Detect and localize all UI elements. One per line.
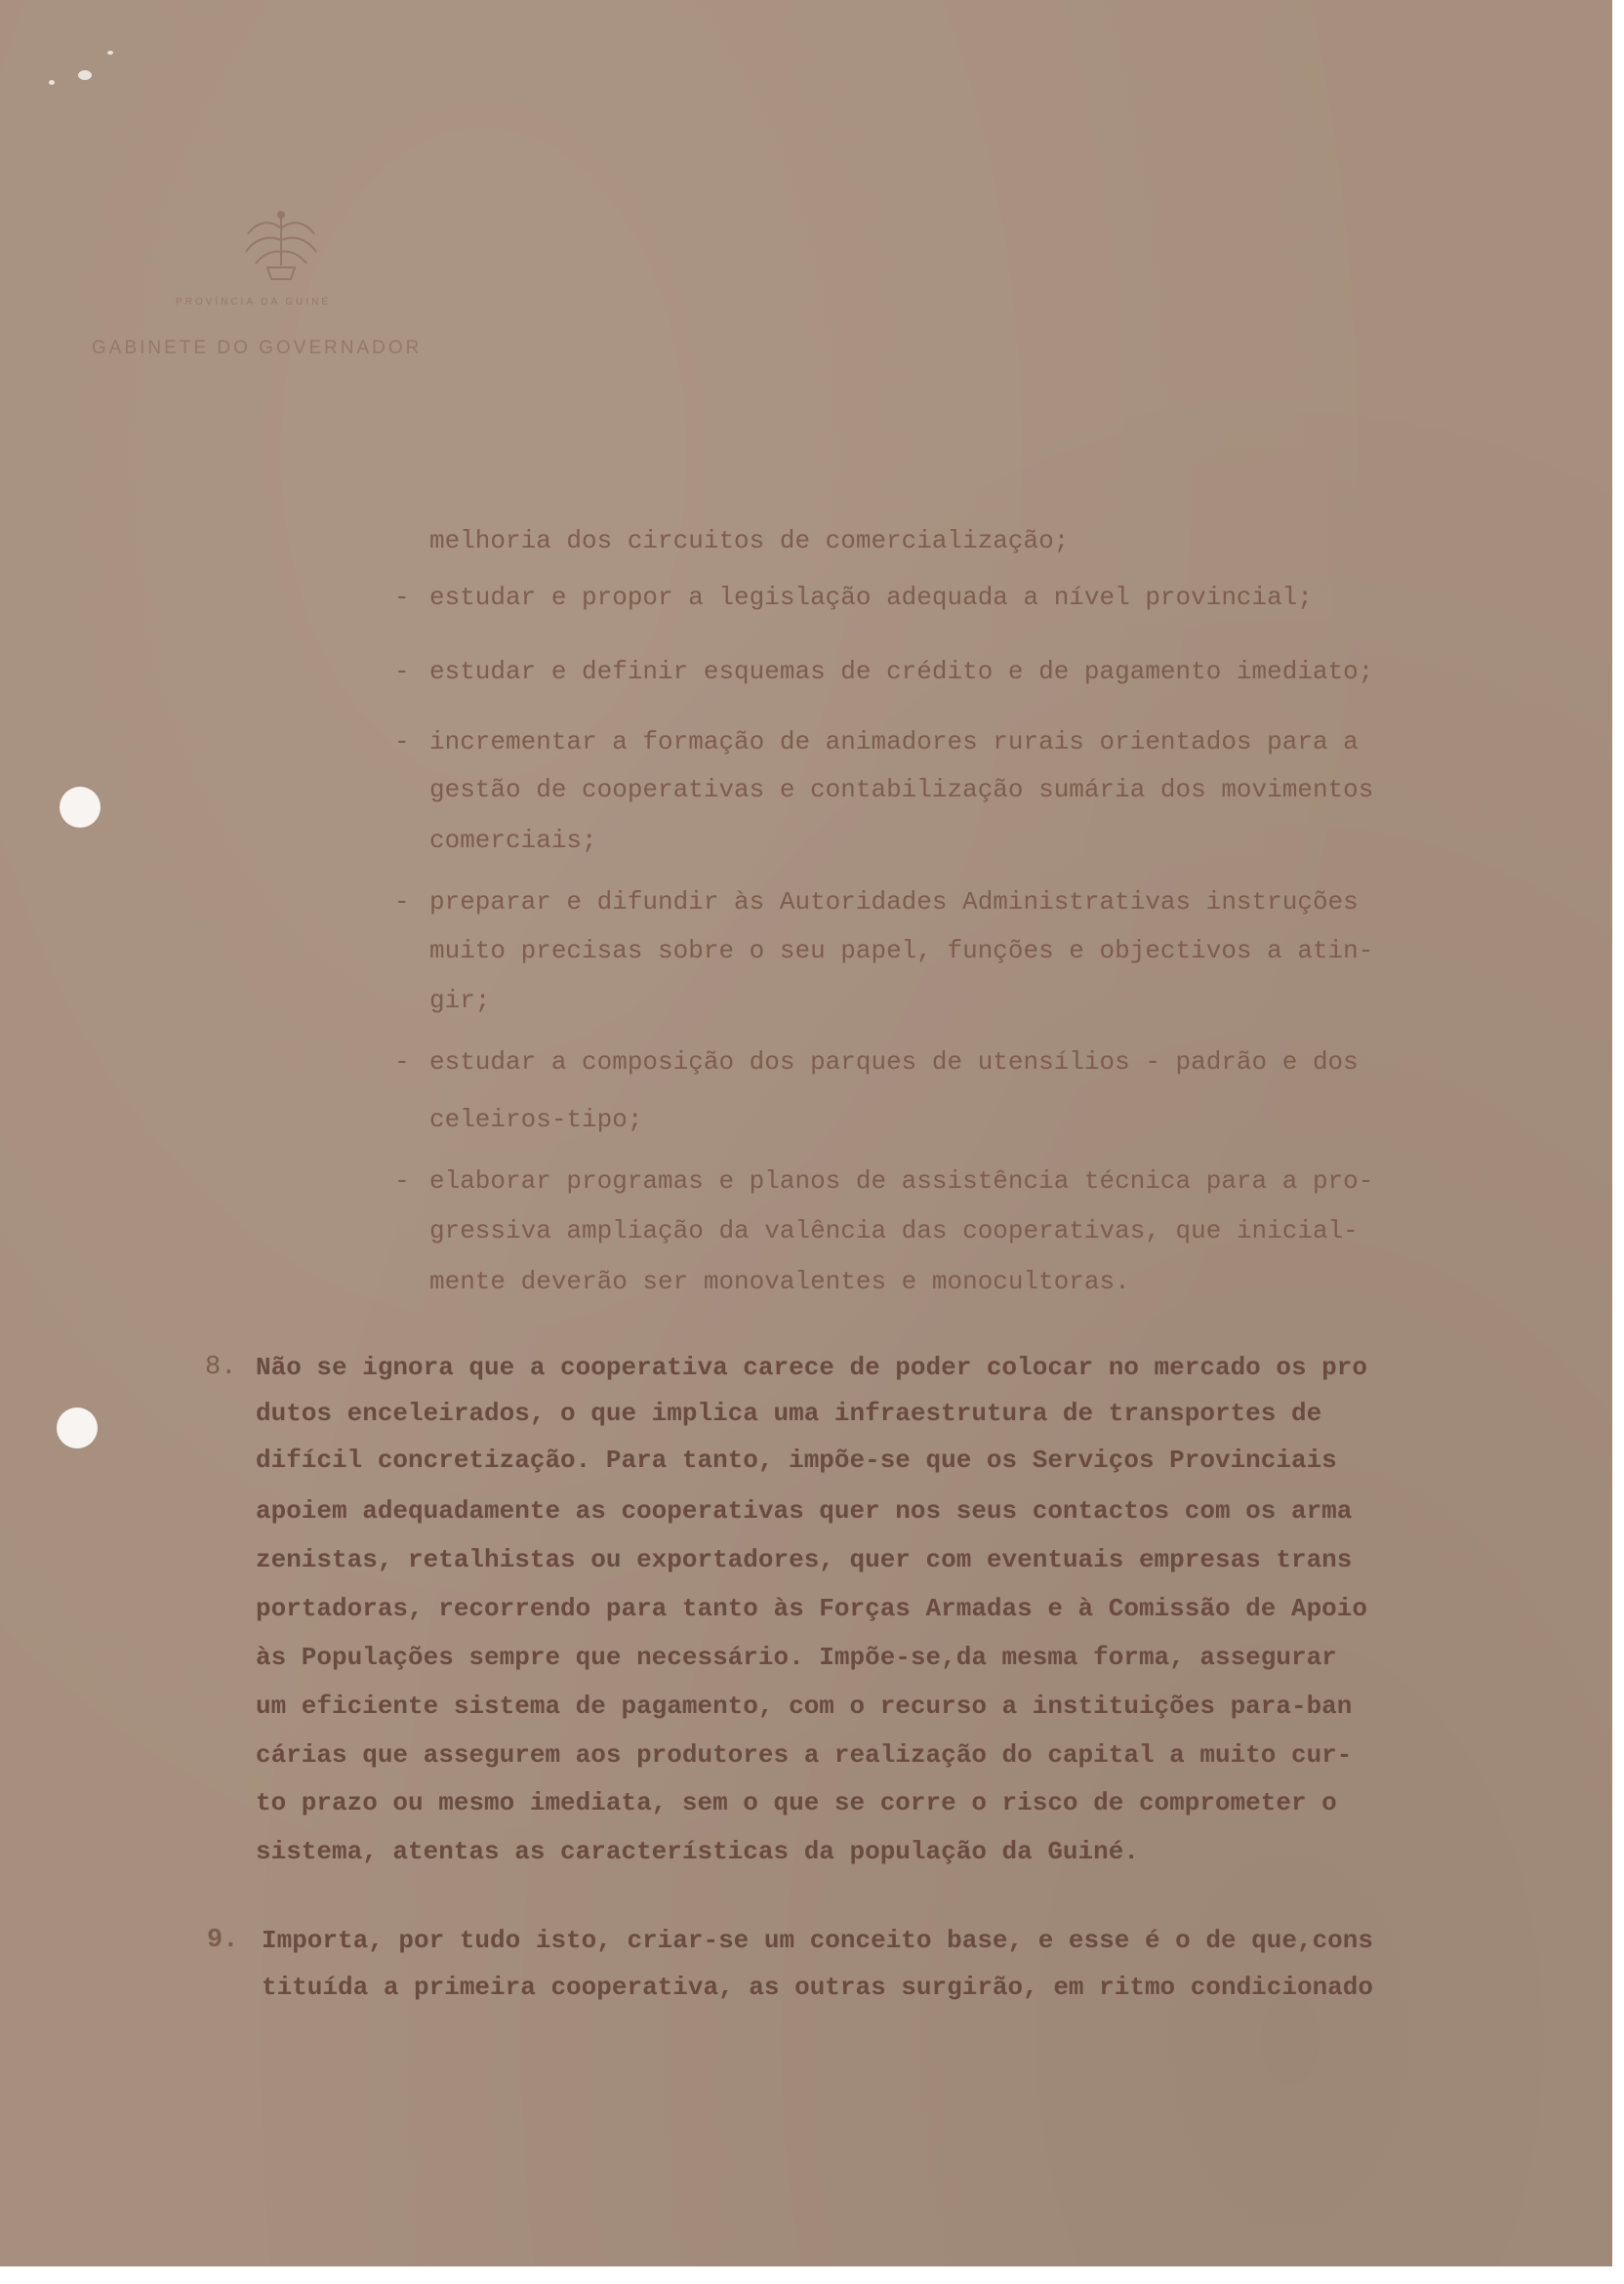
bullet-dash: - [394,1166,410,1196]
bullet-6-line-3: mente deverão ser monovalentes e monocultoras. [429,1267,1130,1296]
paragraph-8-line-2: dutos enceleirados, o que implica uma infraestrutura de transportes de [256,1399,1322,1428]
paragraph-8-line-9: cárias que assegurem aos produtores a realização do capital a muito cur- [256,1740,1353,1770]
bullet-3-line-1: incrementar a formação de animadores rurais orientados para a [429,727,1359,756]
paragraph-8-line-8: um eficiente sistema de pagamento, com o recurso a instituições para-ban [256,1692,1353,1721]
bullet-dash: - [394,887,410,917]
bullet-4-line-3: gir; [429,986,491,1015]
paragraph-8-line-11: sistema, atentas as características da população da Guiné. [256,1837,1139,1866]
paragraph-8-line-4: apoiem adequadamente as cooperativas quer nos seus contactos com os arma [256,1496,1353,1526]
coat-of-arms-emblem [232,207,330,285]
intro-line: melhoria dos circuitos de comercialização; [429,526,1070,555]
bullet-dash: - [394,1047,410,1077]
paragraph-9-line-1: Importa, por tudo isto, criar-se um conceito base, e esse é o de que,cons [262,1926,1373,1955]
bullet-5-line-2: celeiros-tipo; [429,1105,643,1134]
bullet-2-line-1: estudar e definir esquemas de crédito e de pagamento imediato; [429,657,1374,686]
bullet-4-line-2: muito precisas sobre o seu papel, funções e objectivos a atin- [429,936,1374,965]
bullet-dash: - [394,727,410,756]
punch-hole-lower [57,1407,98,1448]
bullet-dash: - [394,583,410,612]
bullet-3-line-2: gestão de cooperativas e contabilização sumária dos movimentos [429,775,1374,804]
paragraph-8-number: 8. [205,1353,237,1382]
paper-blemish [78,70,92,80]
paper-blemish [107,51,113,55]
province-label: PROVÍNCIA DA GUINÉ [176,297,332,307]
bullet-1-line-1: estudar e propor a legislação adequada a nível provincial; [429,583,1313,612]
punch-hole-upper [60,787,101,828]
bullet-dash: - [394,657,410,686]
paragraph-8-line-10: to prazo ou mesmo imediata, sem o que se corre o risco de comprometer o [256,1788,1337,1817]
office-title: GABINETE DO GOVERNADOR [92,338,423,358]
paragraph-8-line-6: portadoras, recorrendo para tanto às Forças Armadas e à Comissão de Apoio [256,1594,1367,1623]
paragraph-9-number: 9. [207,1926,239,1955]
bullet-5-line-1: estudar a composição dos parques de utensílios - padrão e dos [429,1047,1359,1077]
paper-blemish [49,80,55,85]
bullet-3-line-3: comerciais; [429,826,597,855]
paragraph-8-line-3: difícil concretização. Para tanto, impõe-se que os Serviços Provinciais [256,1446,1337,1475]
bullet-4-line-1: preparar e difundir às Autoridades Administrativas instruções [429,887,1359,917]
paragraph-8-line-5: zenistas, retalhistas ou exportadores, quer com eventuais empresas trans [256,1545,1353,1574]
bullet-6-line-1: elaborar programas e planos de assistência técnica para a pro- [429,1166,1374,1196]
bullet-6-line-2: gressiva ampliação da valência das cooperativas, que inicial- [429,1216,1359,1245]
paragraph-9-line-2: tituída a primeira cooperativa, as outras surgirão, em ritmo condicionado [262,1973,1373,2002]
paragraph-8-line-1: Não se ignora que a cooperativa carece de poder colocar no mercado os pro [256,1353,1367,1382]
paragraph-8-line-7: às Populações sempre que necessário. Impõe-se,da mesma forma, assegurar [256,1643,1337,1672]
